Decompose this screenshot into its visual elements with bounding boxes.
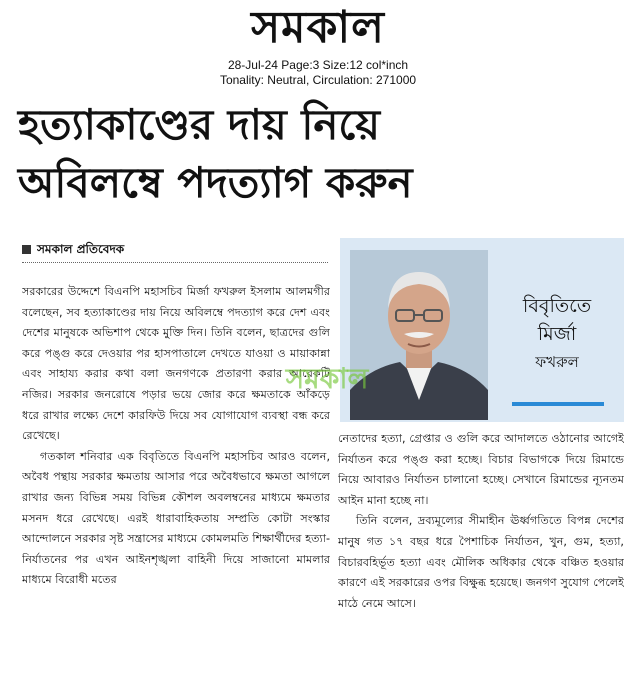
- caption-line-1: বিবৃতিতে: [522, 295, 592, 317]
- clip-meta-line-2: Tonality: Neutral, Circulation: 271000: [219, 73, 417, 87]
- byline-square-icon: [22, 245, 31, 254]
- article-paragraph: তিনি বলেন, দ্রব্যমূল্যের সীমাহীন ঊর্ধ্বগতিতে বিপন্ন দেশের মানুষ গত ১৭ বছর ধরে পৈশাচিক নির্যাতন, খুন, গুম, হত্যা, বিচারবহির্ভূত হত্যা এবং মৌলিক অধিকার থেকে বঞ্চিত হওয়ার কারণে এই সরকারের ওপর বিক্ষুব্ধ হয়েছে। জনগণ সুযোগ পেলেই মাঠে নেমে আসে।: [338, 514, 624, 610]
- byline: [22, 240, 328, 258]
- newspaper-masthead: সমকাল: [251, 2, 385, 53]
- headline-line-2: অবিলম্বে পদত্যাগ করুন: [18, 158, 413, 207]
- byline-divider: [22, 262, 328, 263]
- article-headline: [18, 96, 628, 212]
- portrait-photo: [350, 250, 488, 420]
- headline-line-1: হত্যাকাণ্ডের দায় নিয়ে: [18, 100, 381, 149]
- caption-line-2: মির্জা: [537, 323, 577, 345]
- article-column-right: [338, 429, 624, 669]
- samakal-watermark: সমকাল: [285, 362, 369, 395]
- article-paragraph: সরকারের উদ্দেশে বিএনপি মহাসচিব মির্জা ফখরুল ইসলাম আলমগীর বলেছেন, সব হত্যাকাণ্ডের দায় নিয়ে অবিলম্বে পদত্যাগ করে দেশ এবং দেশের মানুষকে অভিশাপ থেকে মুক্তি দিন। তিনি বলেন, ছাত্রদের গুলি করে পঙ্গু করে দেওয়ার পর হাসপাতালে দেখতে যাওয়া ও মায়াকান্না এবং সাহায্য করার কথা বলা জনগণকে প্রতারণা করার আরেকটি নজির। সরকার জনরোষে পড়ার ভয়ে জোর করে ক্ষমতাকে আঁকড়ে ধরে রাখার লক্ষ্যে দেশে কারফিউ দিয়ে সব যোগাযোগ ব্যবস্থা বন্ধ করে রেখেছে।: [22, 285, 330, 443]
- caption-underline: [512, 402, 604, 406]
- article-paragraph: গতকাল শনিবার এক বিবৃতিতে বিএনপি মহাসচিব আরও বলেন, অবৈধ পন্থায় সরকার ক্ষমতায় আসার পরে অবৈধভাবে ক্ষমতা আগলে রাখার জন্য বিভিন্ন সময় বিভিন্ন কৌশল অবলম্বনের মাধ্যমে ক্ষমতার মসনদ ধরে রেখেছে। এরই ধারাবাহিকতায় সম্প্রতি কোটা সংস্কার আন্দোলনে সরকার সৃষ্ট সন্ত্রাসের মাধ্যমে কোমলমতি শিক্ষার্থীদের হত্যা-নির্যাতনের পর এখন আইনশৃঙ্খলা বাহিনী দিয়ে সাজানো মামলার মাধ্যমে বিরোধী মতের: [22, 449, 330, 587]
- caption-line-3: ফখরুল: [535, 353, 579, 371]
- article-column-left: [22, 282, 330, 670]
- clip-meta-line-1: 28-Jul-24 Page:3 Size:12 col*inch: [227, 58, 409, 72]
- article-paragraph: নেতাদের হত্যা, গ্রেপ্তার ও গুলি করে আদালতে ওঠানোর আগেই নির্যাতন করে পঙ্গু করা হচ্ছে। বিচার বিভাগকে দিয়ে রিমান্ডে নিয়ে আবারও নির্যাতন চালানো হচ্ছে। সেখানে রিমান্ডের ন্যূনতম আইন মানা হচ্ছে না।: [338, 432, 624, 507]
- photo-caption: [498, 292, 616, 376]
- byline-text: সমকাল প্রতিবেদক: [37, 242, 125, 256]
